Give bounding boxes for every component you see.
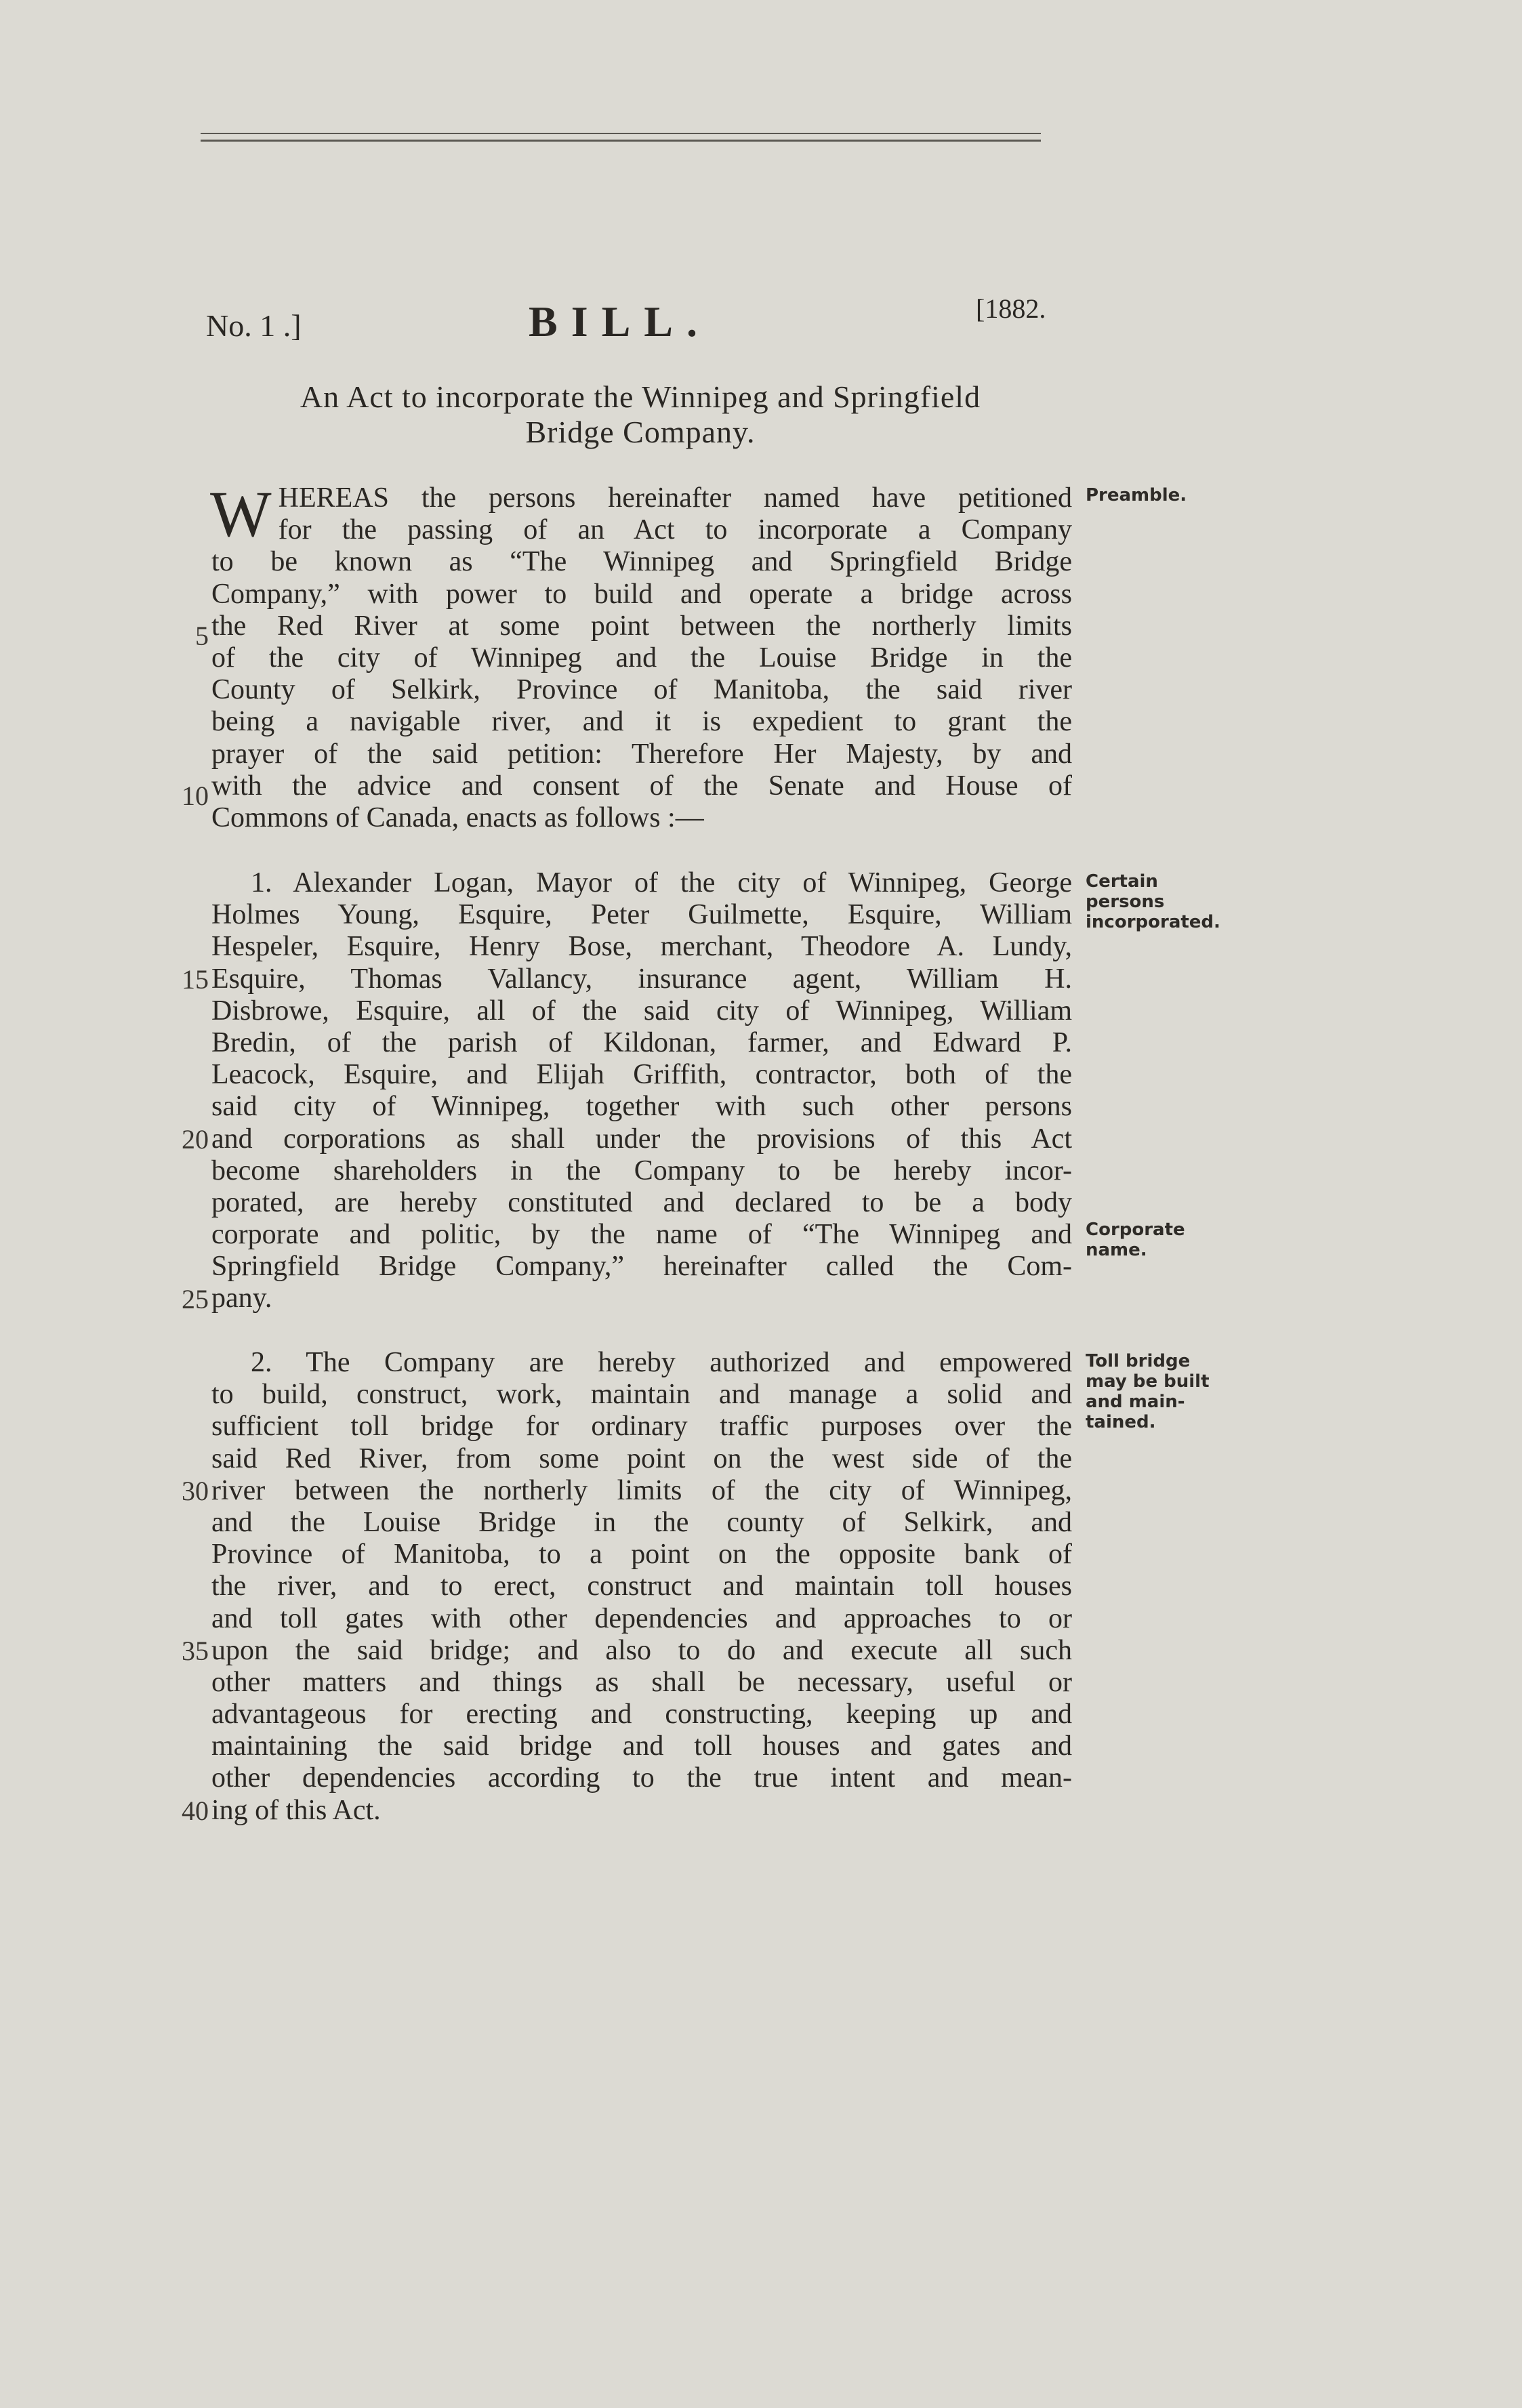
text-line: 1. Alexander Logan, Mayor of the city of Winnipeg, George bbox=[251, 867, 1072, 898]
text-line: become shareholders in the Company to be hereby incor- bbox=[211, 1155, 1072, 1186]
text-line: Esquire, Thomas Vallancy, insurance agent, William H. bbox=[211, 963, 1072, 995]
text-line: Commons of Canada, enacts as follows :— bbox=[211, 802, 704, 833]
text-line: Province of Manitoba, to a point on the opposite bank of bbox=[211, 1539, 1072, 1571]
top-rule bbox=[201, 133, 1041, 134]
line-number: 20 bbox=[182, 1124, 209, 1155]
line-number: 35 bbox=[182, 1636, 209, 1666]
margin-note-text: may be built bbox=[1086, 1371, 1210, 1392]
bill-header bbox=[203, 291, 1084, 346]
text-line: for the passing of an Act to incorporate a Company bbox=[278, 514, 1072, 546]
text-line: being a navigable river, and it is expedient to grant the bbox=[211, 706, 1072, 738]
text-line: County of Selkirk, Province of Manitoba, the said river bbox=[211, 674, 1072, 706]
line-number: 10 bbox=[182, 781, 209, 811]
bill-number: No. 1 .] bbox=[206, 308, 302, 343]
preamble-paragraph bbox=[210, 478, 1072, 834]
text-line: and corporations as shall under the provisions of this Act bbox=[211, 1123, 1072, 1155]
text-line: prayer of the said petition: Therefore Her Majesty, by and bbox=[211, 738, 1072, 770]
margin-note-text: incorporated. bbox=[1086, 912, 1220, 932]
section-1 bbox=[211, 867, 1072, 1315]
text-line: Hespeler, Esquire, Henry Bose, merchant, Theodore A. Lundy, bbox=[211, 931, 1072, 963]
text-line: and toll gates with other dependencies and approaches to or bbox=[211, 1602, 1072, 1634]
drop-cap: W bbox=[210, 478, 272, 550]
margin-note-text: tained. bbox=[1086, 1412, 1156, 1432]
section-2 bbox=[211, 1347, 1072, 1827]
margin-note-text: and main- bbox=[1086, 1392, 1185, 1412]
text-line: the river, and to erect, construct and maintain toll houses bbox=[211, 1571, 1072, 1602]
act-title-line: Bridge Company. bbox=[525, 415, 756, 449]
text-line: ing of this Act. bbox=[211, 1794, 381, 1826]
text-line: maintaining the said bridge and toll houses and gates and bbox=[211, 1730, 1072, 1762]
act-title bbox=[210, 379, 1071, 450]
text-line: corporate and politic, by the name of “The Winnipeg and bbox=[211, 1219, 1072, 1251]
top-rule-thick bbox=[201, 140, 1041, 142]
text-line: Company,” with power to build and operate a bridge across bbox=[211, 578, 1072, 610]
text-line: Springfield Bridge Company,” hereinafter called the Com- bbox=[211, 1251, 1072, 1283]
margin-note-corporate-name bbox=[1086, 1220, 1185, 1260]
text-line: said Red River, from some point on the west side of the bbox=[211, 1442, 1072, 1474]
margin-note-text: name. bbox=[1086, 1240, 1147, 1260]
bill-label: BILL. bbox=[529, 297, 711, 346]
margin-note-toll-bridge bbox=[1086, 1351, 1210, 1432]
margin-note-text: Corporate bbox=[1086, 1220, 1185, 1240]
bill-year: [1882. bbox=[976, 293, 1046, 324]
text-line: said city of Winnipeg, together with such other persons bbox=[211, 1091, 1072, 1123]
text-line: Bredin, of the parish of Kildonan, farmer, and Edward P. bbox=[211, 1026, 1072, 1058]
text-line: 2. The Company are hereby authorized and empowered bbox=[251, 1347, 1072, 1378]
text-line: advantageous for erecting and constructing, keeping up and bbox=[211, 1699, 1072, 1730]
line-number: 40 bbox=[182, 1795, 209, 1826]
line-number: 15 bbox=[182, 964, 209, 995]
text-line: river between the northerly limits of the city of Winnipeg, bbox=[211, 1474, 1072, 1506]
text-line: to build, construct, work, maintain and manage a solid and bbox=[211, 1379, 1072, 1411]
text-line: sufficient toll bridge for ordinary traffic purposes over the bbox=[211, 1411, 1072, 1442]
text-line: Disbrowe, Esquire, all of the said city of Winnipeg, William bbox=[211, 995, 1072, 1026]
margin-note-certain-persons bbox=[1086, 871, 1220, 932]
margin-note-text: Certain bbox=[1086, 871, 1158, 892]
text-line: upon the said bridge; and also to do and execute all such bbox=[211, 1634, 1072, 1666]
text-line: Holmes Young, Esquire, Peter Guilmette, Esquire, William bbox=[211, 899, 1072, 931]
text-line: HEREAS the persons hereinafter named have petitioned bbox=[278, 482, 1072, 514]
act-title-line: An Act to incorporate the Winnipeg and Springfield bbox=[300, 379, 981, 414]
text-line: other dependencies according to the true intent and mean- bbox=[211, 1762, 1072, 1794]
line-number: 30 bbox=[182, 1476, 209, 1506]
margin-note-text: persons bbox=[1086, 892, 1165, 912]
line-number: 5 bbox=[195, 621, 209, 651]
text-line: Leacock, Esquire, and Elijah Griffith, contractor, both of the bbox=[211, 1059, 1072, 1091]
text-line: pany. bbox=[211, 1283, 272, 1314]
margin-note-text: Toll bridge bbox=[1086, 1351, 1191, 1371]
text-line: the Red River at some point between the northerly limits bbox=[211, 610, 1072, 642]
text-line: of the city of Winnipeg and the Louise Bridge in the bbox=[211, 642, 1072, 673]
text-line: other matters and things as shall be necessary, useful or bbox=[211, 1666, 1072, 1698]
text-line: with the advice and consent of the Senate and House of bbox=[211, 770, 1072, 802]
text-line: porated, are hereby constituted and declared to be a body bbox=[211, 1186, 1072, 1218]
margin-note-text: Preamble. bbox=[1086, 485, 1187, 505]
line-number: 25 bbox=[182, 1284, 209, 1314]
margin-note-preamble bbox=[1086, 485, 1187, 505]
text-line: and the Louise Bridge in the county of Selkirk, and bbox=[211, 1506, 1072, 1538]
text-line: to be known as “The Winnipeg and Springfield Bridge bbox=[211, 546, 1072, 578]
